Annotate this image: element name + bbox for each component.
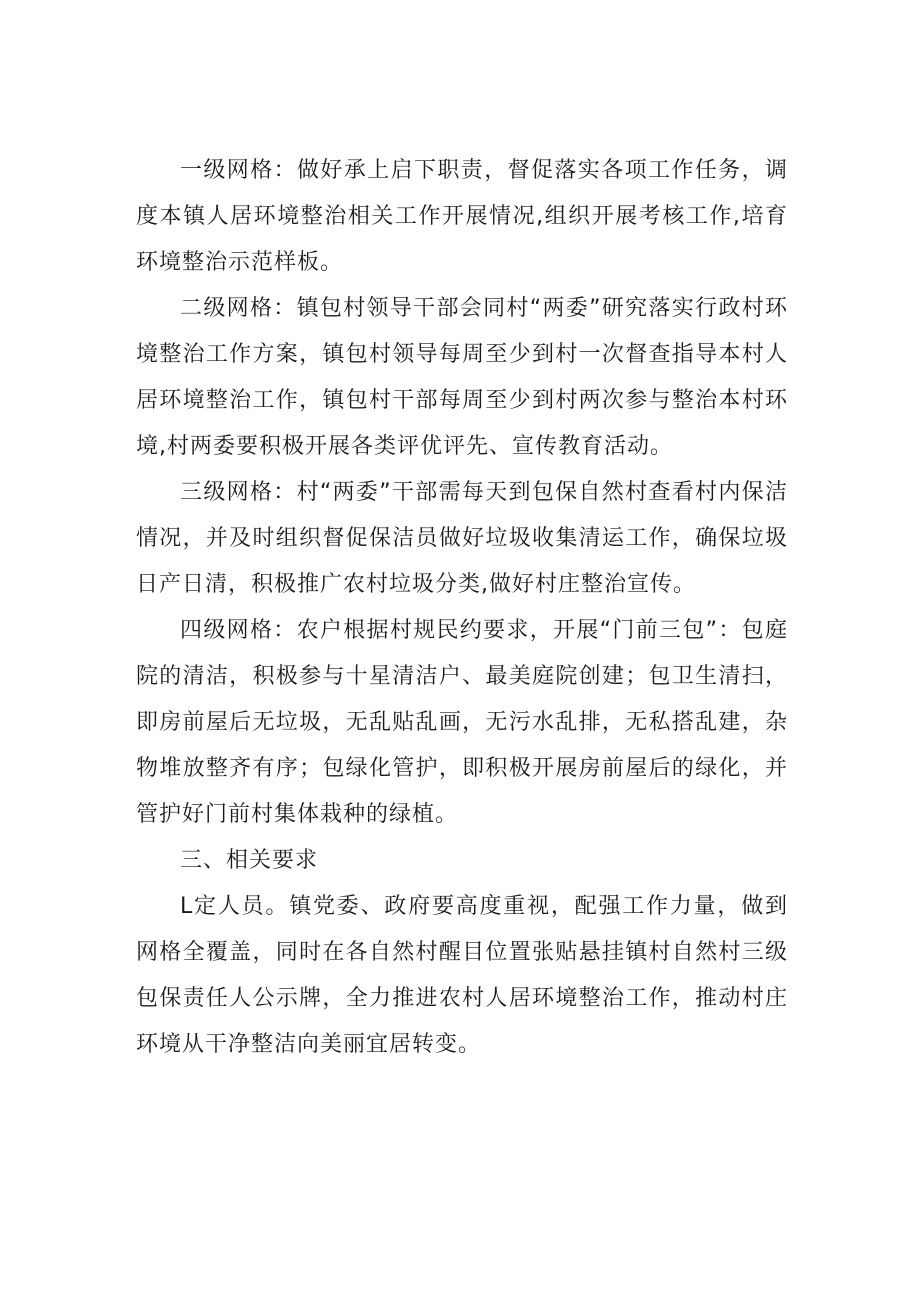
section-heading: 三、相关要求	[180, 848, 319, 873]
paragraph-grid-level-2: 二级网格：镇包村领导干部会同村“两委”研究落实行政村环境整治工作方案，镇包村领导每周至少到村一次督查指导本村人居环境整治工作，镇包村干部每周至少到村两次参与整治本村环境,村两委要积极开展各类评优评先、宣传教育活动。	[136, 296, 788, 459]
paragraph-personnel: L定人员。镇党委、政府要高度重视，配强工作力量，做到网格全覆盖，同时在各自然村醒目位置张贴悬挂镇村自然村三级包保责任人公示牌，全力推进农村人居环境整治工作，推动村庄环境从干净整洁向美丽宜居转变。	[136, 894, 788, 1057]
paragraph-grid-level-4: 四级网格：农户根据村规民约要求，开展“门前三包”：包庭院的清洁，积极参与十星清洁户、最美庭院创建；包卫生清扫，即房前屋后无垃圾，无乱贴乱画，无污水乱排，无私搭乱建，杂物堆放整齐有序；包绿化管护，即积极开展房前屋后的绿化，并管护好门前村集体栽种的绿植。	[136, 618, 788, 827]
document-body	[136, 148, 788, 1068]
paragraph-grid-level-3: 三级网格：村“两委”干部需每天到包保自然村查看村内保洁情况，并及时组织督促保洁员做好垃圾收集清运工作，确保垃圾日产日清，积极推广农村垃圾分类,做好村庄整治宣传。	[136, 480, 788, 597]
paragraph-grid-level-1: 一级网格：做好承上启下职责，督促落实各项工作任务，调度本镇人居环境整治相关工作开展情况,组织开展考核工作,培育环境整治示范样板。	[136, 158, 788, 275]
